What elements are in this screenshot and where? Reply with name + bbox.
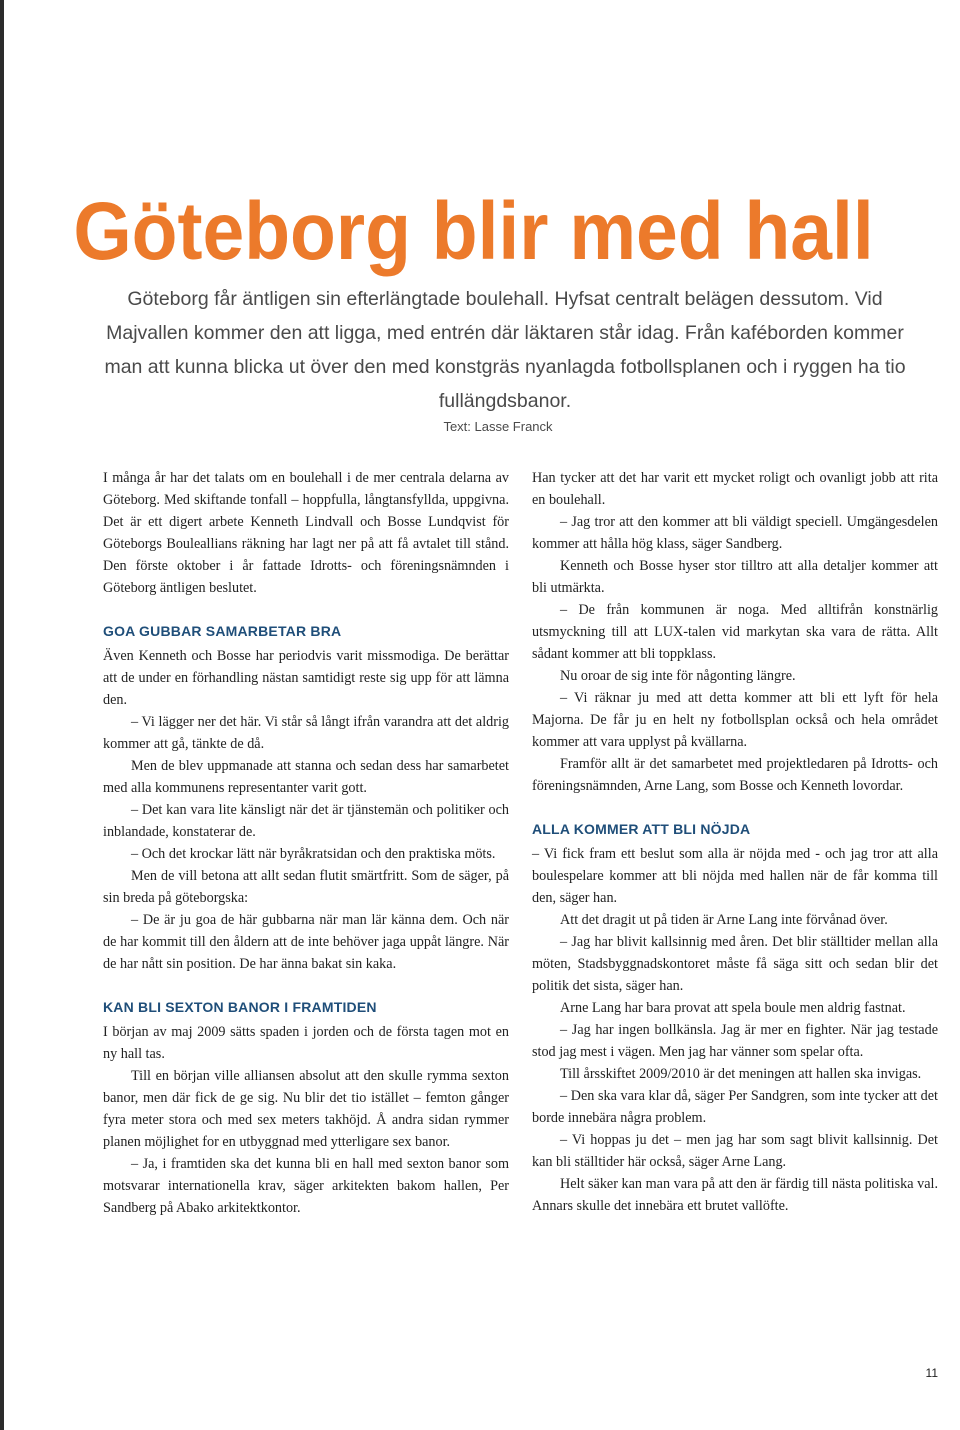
section-heading: ALLA KOMMER ATT BLI NÖJDA — [532, 821, 751, 837]
body-paragraph: – Vi lägger ner det här. Vi står så långt ifrån varandra att det aldrig kommer att gå, tänkte de då. — [103, 714, 509, 752]
section-heading: KAN BLI SEXTON BANOR I FRAMTIDEN — [103, 999, 377, 1015]
body-paragraph: Framför allt är det samarbetet med projektledaren på Idrotts- och föreningsnämnden, Arne Lang, som Bosse och Kenneth lovordar. — [532, 756, 938, 794]
body-paragraph: Till en början ville alliansen absolut att den skulle rymma sexton banor, men där fick de ge sig. Nu blir det tio istället – femton gånger fyra meter stora och med sex meters takhöjd. Å andra sidan rymmer planen möjlighet for en utbyggnad med ytterligare sex banor. — [103, 1068, 509, 1150]
body-paragraph: I början av maj 2009 sätts spaden i jorden och de första tagen mot en ny hall tas. — [103, 1024, 509, 1062]
body-paragraph: – Jag har ingen bollkänsla. Jag är mer en fighter. När jag testade stod jag mest i vägen. Men jag har vänner som spelar ofta. — [532, 1022, 938, 1060]
body-paragraph: – Det kan vara lite känsligt när det är tjänstemän och politiker och inblandade, konstaterar de. — [103, 802, 509, 840]
body-paragraph: – Vi räknar ju med att detta kommer att bli ett lyft för hela Majorna. De får ju en helt ny fotbollsplan också och hela området kommer att vara upplyst på kvällarna. — [532, 690, 938, 750]
article-title: Göteborg blir med hall — [73, 186, 874, 277]
left-column — [103, 467, 509, 1219]
body-paragraph: – Den ska vara klar då, säger Per Sandgren, som inte tycker att det borde innebära några problem. — [532, 1088, 938, 1126]
body-paragraph: – Jag har blivit kallsinnig med åren. Det blir ställtider mellan alla möten, Stadsbyggnadskontoret måste få säga sitt och sedan blir det politik det sista, säger han. — [532, 934, 938, 994]
body-paragraph: Men de vill betona att allt sedan flutit smärtfritt. Som de säger, på sin breda på göteborgska: — [103, 868, 509, 906]
article-lead: Göteborg får äntligen sin efterlängtade boulehall. Hyfsat centralt belägen dessutom. Vid Majvallen kommer den att ligga, med entrén där läktaren står idag. Från kaféborden kommer man att kunna blicka ut över den med konstgräs nyanlagda fotbollsplanen och i ryggen ha tio fullängdsbanor. — [104, 288, 906, 412]
page-number: 11 — [925, 1366, 938, 1380]
article-byline: Text: Lasse Franck — [443, 419, 553, 434]
body-paragraph: Att det dragit ut på tiden är Arne Lang inte förvånad över. — [560, 912, 888, 928]
body-paragraph: – Vi fick fram ett beslut som alla är nöjda med - och jag tror att alla boulespelare kommer att bli nöjda med hallen när de får komma till den, säger han. — [532, 846, 938, 906]
body-paragraph: I många år har det talats om en boulehall i de mer centrala delarna av Göteborg. Med skiftande tonfall – hoppfulla, långtansfyllda, uppgivna. Det är ett digert arbete Kenneth Lindvall och Bosse Lundqvist för Göteborgs Bouleallians räkning har lagt ner på att få avtalet till stånd. Den förste oktober i år fattade Idrotts- och föreningsnämnden i Göteborg äntligen beslutet. — [103, 470, 509, 596]
body-paragraph: Men de blev uppmanade att stanna och sedan dess har samarbetet med alla kommunens representanter varit gott. — [103, 758, 509, 796]
body-paragraph: – De från kommunen är noga. Med alltifrån konstnärlig utsmyckning till att LUX-talen vid markytan ska vara de rätta. Allt sådant kommer att bli toppklass. — [532, 602, 938, 662]
body-paragraph: – De är ju goa de här gubbarna när man lär känna dem. Och när de har kommit till den åldern att de inte behöver jaga uppåt längre. När de har nått sin position. De har änna bakat sin kaka. — [103, 912, 509, 972]
body-paragraph: – Jag tror att den kommer att bli väldigt speciell. Umgängesdelen kommer att hålla hög klass, säger Sandberg. — [532, 514, 938, 552]
body-paragraph: Till årsskiftet 2009/2010 är det meningen att hallen ska invigas. — [560, 1066, 922, 1082]
body-paragraph: Helt säker kan man vara på att den är färdig till nästa politiska val. Annars skulle det innebära ett brutet vallöfte. — [532, 1176, 938, 1214]
body-paragraph: – Ja, i framtiden ska det kunna bli en hall med sexton banor som motsvarar internationella krav, säger arkitekten bakom hallen, Per Sandberg på Abako arkitektkontor. — [103, 1156, 509, 1216]
body-paragraph: Han tycker att det har varit ett mycket roligt och ovanligt jobb att rita en boulehall. — [532, 470, 938, 508]
body-paragraph: – Och det krockar lätt när byråkratsidan och den praktiska möts. — [131, 846, 496, 862]
body-paragraph: – Vi hoppas ju det – men jag har som sagt blivit kallsinnig. Det kan bli ställtider här också, säger Arne Lang. — [532, 1132, 938, 1170]
section-heading: GOA GUBBAR SAMARBETAR BRA — [103, 623, 342, 639]
body-paragraph: Nu oroar de sig inte för någonting längre. — [560, 668, 796, 684]
body-paragraph: Kenneth och Bosse hyser stor tilltro att alla detaljer kommer att bli utmärkta. — [532, 558, 938, 596]
body-paragraph: Även Kenneth och Bosse har periodvis varit missmodiga. De berättar att de under en förhandling nästan samtidigt reste sig upp för att lämna den. — [103, 648, 509, 708]
right-column — [532, 467, 938, 1217]
body-paragraph: Arne Lang har bara provat att spela boule men aldrig fastnat. — [560, 1000, 906, 1016]
